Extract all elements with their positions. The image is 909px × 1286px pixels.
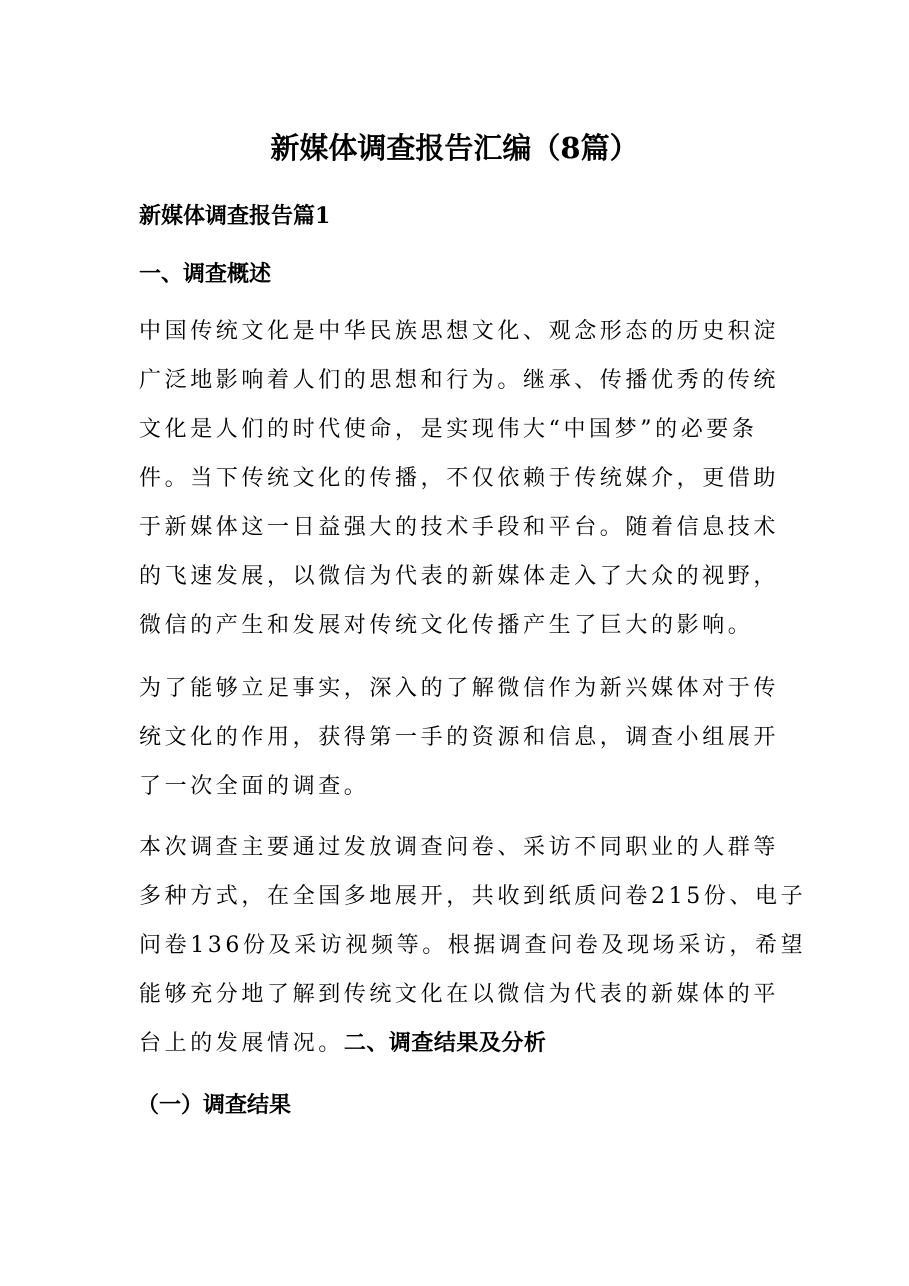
heading-results-analysis: 二、调查结果及分析 [343, 1030, 547, 1056]
paragraph-line-text: 台上的发展情况。 [139, 1031, 344, 1056]
paragraph-line: 统文化的作用，获得第一手的资源和信息，调查小组展开 [139, 725, 780, 750]
paragraph-line: 广泛地影响着人们的思想和行为。继承、传播优秀的传统 [139, 368, 780, 393]
document-title: 新媒体调查报告汇编（8篇） [270, 131, 639, 165]
paragraph-line: 为了能够立足事实，深入的了解微信作为新兴媒体对于传 [139, 676, 780, 701]
paragraph-line: 微信的产生和发展对传统文化传播产生了巨大的影响。 [139, 613, 754, 638]
paragraph-line-with-heading [139, 1019, 789, 1068]
sub-heading-results: （一）调查结果 [137, 1092, 292, 1118]
paragraph-line: 的飞速发展，以微信为代表的新媒体走入了大众的视野， [139, 564, 780, 589]
paragraph-line: 了一次全面的调查。 [139, 774, 370, 799]
section-title: 新媒体调查报告篇1 [139, 203, 331, 229]
paragraph-line: 件。当下传统文化的传播，不仅依赖于传统媒介，更借助 [139, 466, 780, 491]
paragraph-line: 多种方式，在全国多地展开，共收到纸质问卷215份、电子 [139, 884, 807, 909]
paragraph-line: 问卷136份及采访视频等。根据调查问卷及现场采访，希望 [139, 933, 807, 958]
paragraph-line: 本次调查主要通过发放调查问卷、采访不同职业的人群等 [139, 835, 780, 860]
paragraph-line: 文化是人们的时代使命，是实现伟大“中国梦”的必要条 [139, 417, 758, 442]
paragraph-line: 中国传统文化是中华民族思想文化、观念形态的历史积淀 [139, 319, 780, 344]
paragraph-purpose [139, 664, 789, 811]
paragraph-line: 能够充分地了解到传统文化在以微信为代表的新媒体的平 [139, 982, 780, 1007]
paragraph-method [139, 823, 807, 1068]
heading-overview: 一、调查概述 [139, 261, 272, 287]
paragraph-overview [139, 307, 789, 650]
paragraph-line: 于新媒体这一日益强大的技术手段和平台。随着信息技术 [139, 515, 780, 540]
